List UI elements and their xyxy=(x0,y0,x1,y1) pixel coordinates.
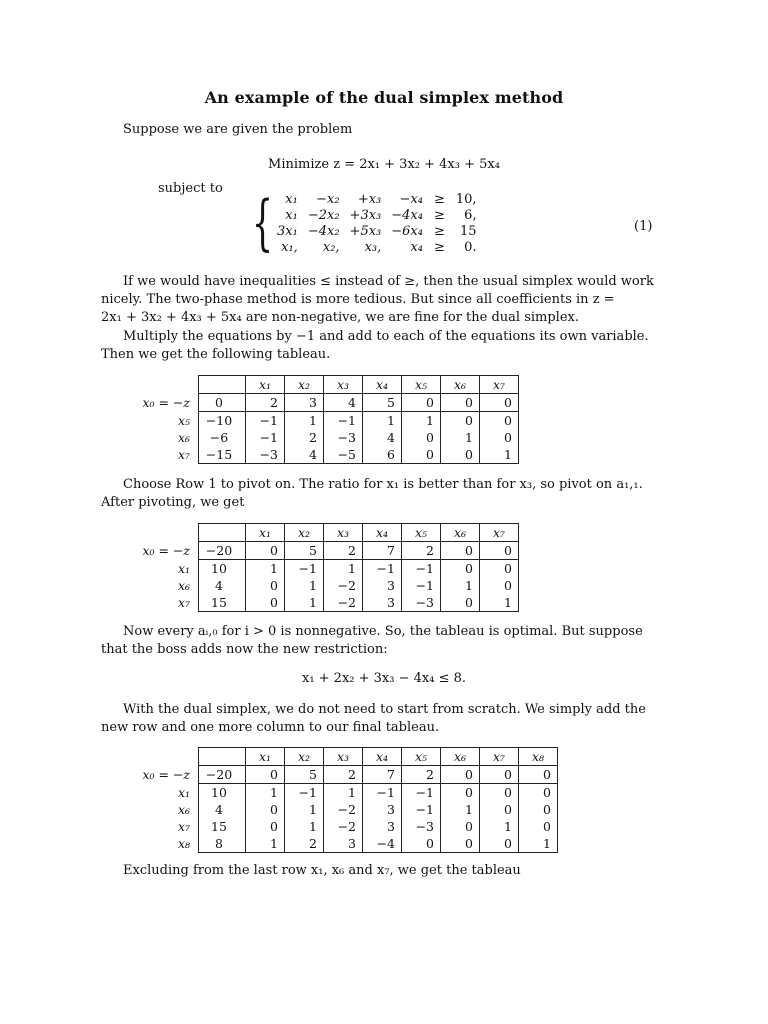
paragraph-dual-simplex xyxy=(101,701,655,737)
tableau-cell: 0 xyxy=(480,577,519,594)
tableau-row-label: x₇ xyxy=(177,819,190,834)
tableau-cell: 1 xyxy=(324,784,363,802)
tableau-cell: 0 xyxy=(441,394,480,412)
tableau-cell: −1 xyxy=(402,801,441,818)
tableau-row xyxy=(128,446,519,464)
objective-function: Minimize z = 2x₁ + 3x₂ + 4x₃ + 5x₄ xyxy=(268,157,500,172)
tableau-cell: −1 xyxy=(324,412,363,430)
tableau-cell: 4 xyxy=(199,801,246,818)
tableau-cell: 1 xyxy=(363,412,402,430)
tableau-cell: −2 xyxy=(324,801,363,818)
tableau-column-header: x₇ xyxy=(480,524,519,542)
tableau-cell: −1 xyxy=(246,412,285,430)
tableau-row xyxy=(128,784,558,802)
tableau-corner xyxy=(128,376,199,394)
constraint-rhs: 10, xyxy=(455,192,477,207)
constraint-term: −6x₄ xyxy=(391,224,423,239)
tableau-cell: 2 xyxy=(402,766,441,784)
tableau-row-label: x₈ xyxy=(177,836,190,852)
tableau-column-header: x₃ xyxy=(324,524,363,542)
tableau-column-header: x₃ xyxy=(324,376,363,394)
paragraph-inequalities xyxy=(101,273,655,327)
tableau-header-row xyxy=(128,376,519,394)
constraint-row xyxy=(272,208,482,224)
tableau-cell: 2 xyxy=(285,429,324,446)
constraint-term: x₂, xyxy=(322,240,340,255)
tableau-row-label: x₁ xyxy=(177,784,190,800)
tableau-row xyxy=(128,835,558,853)
tableau-cell: 5 xyxy=(285,542,324,560)
tableau-cell: 2 xyxy=(324,766,363,784)
constraint-relation: ≥ xyxy=(433,192,445,207)
new-restriction: x₁ + 2x₂ + 3x₃ − 4x₄ ≤ 8. xyxy=(301,671,467,686)
constraint-brace: { xyxy=(252,188,274,258)
subject-to-label: subject to xyxy=(158,181,223,196)
tableau-cell: −1 xyxy=(402,560,441,578)
tableau-cell: 0 xyxy=(246,577,285,594)
tableau-cell: −1 xyxy=(246,429,285,446)
tableau-cell: 1 xyxy=(480,818,519,835)
tableau-cell: 1 xyxy=(246,835,285,853)
tableau-column-header: x₂ xyxy=(285,524,324,542)
tableau-cell: 0 xyxy=(480,835,519,853)
tableau-cell: 1 xyxy=(480,446,519,464)
tableau-cell: −1 xyxy=(402,577,441,594)
tableau-cell: 0 xyxy=(441,818,480,835)
tableau-column-header: x₅ xyxy=(402,524,441,542)
tableau-cell: 3 xyxy=(363,818,402,835)
tableau-cell: 1 xyxy=(324,560,363,578)
tableau-row xyxy=(128,412,519,430)
tableau-cell: −1 xyxy=(363,560,402,578)
tableau-column-header: x₃ xyxy=(324,748,363,766)
tableau-cell: 3 xyxy=(363,577,402,594)
tableau-row xyxy=(128,818,558,835)
tableau-cell: 7 xyxy=(363,542,402,560)
tableau-cell: 0 xyxy=(246,801,285,818)
tableau-cell: 0 xyxy=(441,412,480,430)
tableau-cell: 0 xyxy=(480,801,519,818)
tableau-cell: −4 xyxy=(363,835,402,853)
tableau-cell: 4 xyxy=(363,429,402,446)
tableau-row-label: x₀ = −z xyxy=(142,543,190,558)
tableau-row xyxy=(128,560,519,578)
tableau-cell: 0 xyxy=(246,594,285,612)
tableau-header-blank xyxy=(199,748,246,766)
constraint-term: 3x₁ xyxy=(277,224,298,239)
tableau-cell: 3 xyxy=(363,801,402,818)
tableau-column-header: x₁ xyxy=(246,748,285,766)
constraint-term: −x₄ xyxy=(399,192,423,207)
paragraph-line: Choose Row 1 to pivot on. The ratio for x₁ is better than for x₃, so pivot on a₁,₁. xyxy=(123,477,643,492)
paragraph-line: Then we get the following tableau. xyxy=(101,347,331,362)
tableau-column-header: x₄ xyxy=(363,748,402,766)
tableau-cell: 0 xyxy=(480,784,519,802)
tableau-cell: 0 xyxy=(246,818,285,835)
constraint-term: x₃, xyxy=(364,240,382,255)
tableau-cell: −3 xyxy=(402,818,441,835)
tableau-cell: 0 xyxy=(441,446,480,464)
constraint-rhs: 6, xyxy=(464,208,477,223)
tableau-cell: 0 xyxy=(480,412,519,430)
tableau-cell: 5 xyxy=(285,766,324,784)
paragraph-line: nicely. The two-phase method is more tedious. But since all coefficients in z = xyxy=(101,292,615,307)
tableau-row xyxy=(128,429,519,446)
tableau-column-header: x₄ xyxy=(363,524,402,542)
tableau-cell: 2 xyxy=(285,835,324,853)
tableau-cell: 10 xyxy=(199,560,246,578)
tableau-cell: 1 xyxy=(285,412,324,430)
tableau-cell: 0 xyxy=(441,784,480,802)
tableau-row xyxy=(128,594,519,612)
tableau-column-header: x₆ xyxy=(441,748,480,766)
tableau-cell: −10 xyxy=(199,412,246,430)
tableau-cell: −6 xyxy=(199,429,246,446)
tableau-cell: 0 xyxy=(441,542,480,560)
tableau-cell: 1 xyxy=(441,429,480,446)
tableau-column-header: x₁ xyxy=(246,376,285,394)
tableau-cell: 0 xyxy=(480,766,519,784)
tableau-cell: 0 xyxy=(480,560,519,578)
paragraph-line: that the boss adds now the new restriction: xyxy=(101,642,388,657)
tableau-cell: −15 xyxy=(199,446,246,464)
constraint-rhs: 0. xyxy=(464,240,477,255)
tableau-header-row xyxy=(128,748,558,766)
tableau-row-label: x₇ xyxy=(177,447,190,463)
tableau-row-label: x₀ = −z xyxy=(142,395,190,410)
tableau-cell: 0 xyxy=(441,766,480,784)
page-title: An example of the dual simplex method xyxy=(204,88,564,107)
tableau-cell: 0 xyxy=(402,429,441,446)
constraint-term: +x₃ xyxy=(357,192,382,207)
constraint-relation: ≥ xyxy=(433,208,445,223)
tableau-column-header: x₅ xyxy=(402,376,441,394)
tableau-cell: 1 xyxy=(402,412,441,430)
tableau-cell: −3 xyxy=(402,594,441,612)
tableau-cell: −20 xyxy=(199,766,246,784)
constraint-relation: ≥ xyxy=(433,240,445,255)
tableau-cell: 8 xyxy=(199,835,246,853)
tableau-cell: 1 xyxy=(285,818,324,835)
tableau-cell: 4 xyxy=(285,446,324,464)
tableau-cell: 0 xyxy=(402,446,441,464)
tableau-cell: 15 xyxy=(199,594,246,612)
tableau-cell: 3 xyxy=(285,394,324,412)
tableau-cell: 0 xyxy=(246,766,285,784)
constraint-rhs: 15 xyxy=(460,224,477,239)
tableau-cell: 3 xyxy=(363,594,402,612)
tableau-cell: 1 xyxy=(246,784,285,802)
paragraph-line: With the dual simplex, we do not need to start from scratch. We simply add the xyxy=(123,702,646,717)
tableau-cell: −1 xyxy=(363,784,402,802)
tableau-cell: 1 xyxy=(441,801,480,818)
constraint-term: x₁, xyxy=(281,240,298,255)
tableau-cell: 7 xyxy=(363,766,402,784)
tableau-row xyxy=(128,394,519,412)
tableau-corner xyxy=(128,748,199,766)
tableau-cell: 0 xyxy=(480,394,519,412)
paragraph-line: Excluding from the last row x₁, x₆ and x₇, we get the tableau xyxy=(123,863,521,878)
tableau-cell: 3 xyxy=(324,835,363,853)
tableau-cell: 1 xyxy=(480,594,519,612)
tableau-cell: 1 xyxy=(285,577,324,594)
tableau-cell: 0 xyxy=(199,394,246,412)
tableau-cell: 0 xyxy=(480,429,519,446)
tableau-cell: 0 xyxy=(402,394,441,412)
tableau-cell: −3 xyxy=(324,429,363,446)
tableau-column-header: x₂ xyxy=(285,748,324,766)
constraint-term: −4x₄ xyxy=(391,208,423,223)
tableau-cell: 1 xyxy=(285,594,324,612)
tableau-cell: 0 xyxy=(402,835,441,853)
tableau-cell: 0 xyxy=(441,560,480,578)
tableau-cell: 0 xyxy=(480,542,519,560)
tableau-cell: 0 xyxy=(441,594,480,612)
tableau-cell: −1 xyxy=(285,560,324,578)
tableau-cell: 0 xyxy=(519,818,558,835)
constraint-row xyxy=(272,224,482,240)
tableau-row xyxy=(128,766,558,784)
tableau-column-header: x₅ xyxy=(402,748,441,766)
constraint-row xyxy=(272,192,482,208)
tableau-cell: 0 xyxy=(519,801,558,818)
tableau-cell: −3 xyxy=(246,446,285,464)
tableau-cell: 1 xyxy=(519,835,558,853)
tableau-cell: 4 xyxy=(199,577,246,594)
constraint-term: −4x₂ xyxy=(307,224,340,239)
tableau-cell: 10 xyxy=(199,784,246,802)
tableau-row-label: x₅ xyxy=(177,412,190,428)
tableau-row-label: x₇ xyxy=(177,595,190,611)
tableau-cell: 4 xyxy=(324,394,363,412)
constraint-term: x₄ xyxy=(410,240,423,255)
tableau-column-header: x₇ xyxy=(480,748,519,766)
constraint-term: +5x₃ xyxy=(349,224,382,239)
tableau-cell: −1 xyxy=(285,784,324,802)
tableau-column-header: x₆ xyxy=(441,524,480,542)
tableau-row-label: x₁ xyxy=(177,560,190,576)
tableau-cell: 0 xyxy=(519,766,558,784)
tableau-cell: 1 xyxy=(441,577,480,594)
tableau-column-header: x₁ xyxy=(246,524,285,542)
tableau-column-header: x₇ xyxy=(480,376,519,394)
paragraph-optimal xyxy=(101,623,655,659)
tableau-cell: −2 xyxy=(324,577,363,594)
tableau-row xyxy=(128,542,519,560)
paragraph-line: If we would have inequalities ≤ instead of ≥, then the usual simplex would work xyxy=(123,274,654,289)
constraint-term: x₁ xyxy=(285,192,298,207)
tableau-cell: −2 xyxy=(324,594,363,612)
tableau-cell: 0 xyxy=(246,542,285,560)
tableau-cell: 6 xyxy=(363,446,402,464)
tableau-cell: 0 xyxy=(519,784,558,802)
constraint-row xyxy=(272,240,482,256)
paragraph-line: 2x₁ + 3x₂ + 4x₃ + 5x₄ are non-negative, we are fine for the dual simplex. xyxy=(101,310,579,325)
tableau-cell: −5 xyxy=(324,446,363,464)
paragraph-line: new row and one more column to our final tableau. xyxy=(101,720,440,735)
intro-paragraph xyxy=(101,121,655,139)
tableau-row xyxy=(128,577,519,594)
tableau-row-label: x₆ xyxy=(177,430,190,445)
tableau-corner xyxy=(128,524,199,542)
paragraph-multiply xyxy=(101,328,655,364)
tableau-header-blank xyxy=(199,376,246,394)
tableau-cell: 0 xyxy=(441,835,480,853)
tableau-row-label: x₆ xyxy=(177,802,190,817)
tableau-column-header: x₄ xyxy=(363,376,402,394)
tableau-cell: 2 xyxy=(246,394,285,412)
tableau-extended xyxy=(128,747,558,853)
paragraph-excluding xyxy=(101,862,655,880)
tableau-row xyxy=(128,801,558,818)
tableau-initial xyxy=(128,375,519,464)
constraint-term: x₁ xyxy=(285,208,298,223)
tableau-cell: 2 xyxy=(402,542,441,560)
paragraph-line: Now every aᵢ,₀ for i > 0 is nonnegative. So, the tableau is optimal. But suppose xyxy=(123,624,643,639)
constraint-system xyxy=(272,192,482,256)
tableau-cell: −20 xyxy=(199,542,246,560)
tableau-header-row xyxy=(128,524,519,542)
tableau-cell: −2 xyxy=(324,818,363,835)
tableau-cell: −1 xyxy=(402,784,441,802)
tableau-row-label: x₆ xyxy=(177,578,190,593)
tableau-after-pivot xyxy=(128,523,519,612)
tableau-cell: 1 xyxy=(246,560,285,578)
equation-number: (1) xyxy=(634,219,653,234)
tableau-column-header: x₆ xyxy=(441,376,480,394)
paragraph-line: After pivoting, we get xyxy=(101,495,245,510)
intro-line: Suppose we are given the problem xyxy=(123,122,353,137)
tableau-cell: 2 xyxy=(324,542,363,560)
paragraph-pivot xyxy=(101,476,655,512)
tableau-row-label: x₀ = −z xyxy=(142,767,190,782)
tableau-cell: 1 xyxy=(285,801,324,818)
constraint-term: −x₂ xyxy=(316,192,340,207)
paragraph-line: Multiply the equations by −1 and add to each of the equations its own variable. xyxy=(123,329,649,344)
tableau-cell: 15 xyxy=(199,818,246,835)
constraint-relation: ≥ xyxy=(433,224,445,239)
constraint-term: +3x₃ xyxy=(349,208,382,223)
tableau-cell: 5 xyxy=(363,394,402,412)
constraint-term: −2x₂ xyxy=(307,208,340,223)
tableau-column-header: x₂ xyxy=(285,376,324,394)
tableau-header-blank xyxy=(199,524,246,542)
tableau-column-header: x₈ xyxy=(519,748,558,766)
